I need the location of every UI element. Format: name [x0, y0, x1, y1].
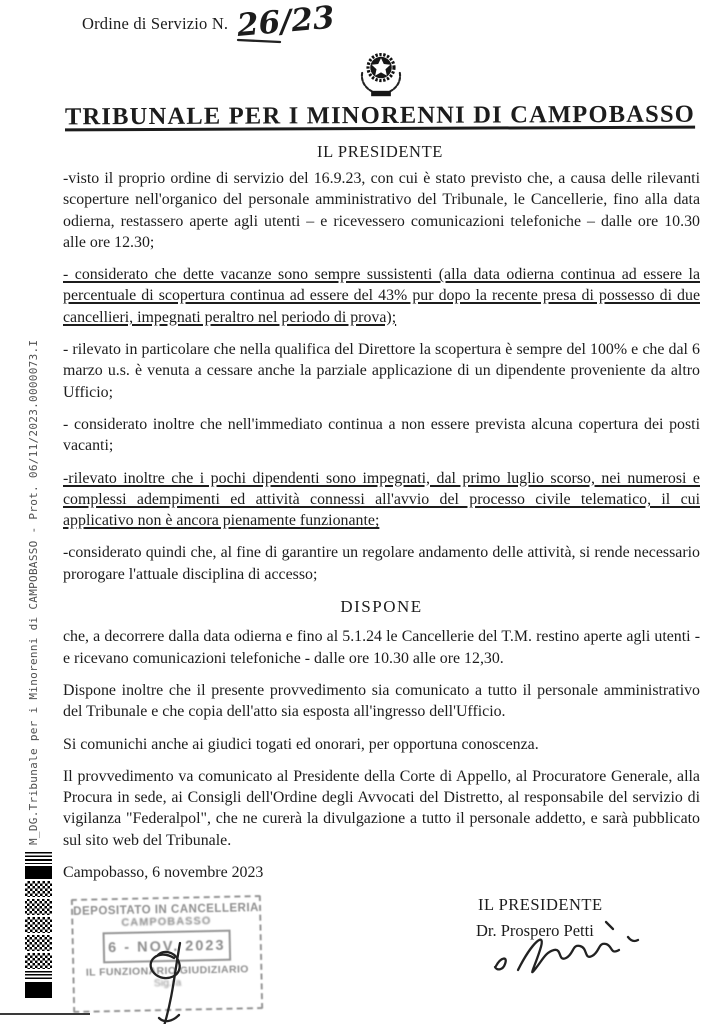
barcode-data-block — [25, 935, 52, 951]
handwritten-signature — [488, 912, 653, 982]
2d-barcode-icon — [25, 852, 52, 998]
dispone-heading: DISPONE — [340, 597, 423, 617]
provision-paragraph: Si comunichi anche ai giudici togati ed onorari, per opportuna conoscenza. — [63, 735, 539, 753]
place-and-date: Campobasso, 6 novembre 2023 — [63, 864, 264, 882]
subtitle-il-presidente: IL PRESIDENTE — [317, 142, 443, 161]
barcode-data-block — [25, 917, 52, 933]
protocol-vertical-text: M_DG.Tribunale per i Minorenni di CAMPOBASSO - Prot. 06/11/2023.0000073.I — [27, 339, 40, 845]
stamp-date-box: 6 - NOV. 2023 — [103, 930, 232, 964]
barcode-solid-bar — [25, 866, 52, 879]
recital-paragraph: -considerato quindi che, al fine di garantire un regolare andamento delle attività, si rende necessario prorogare l'attuale disciplina di accesso; — [63, 544, 700, 583]
order-of-service-label: Ordine di Servizio N. — [82, 14, 229, 33]
handwritten-initials-signature — [132, 938, 206, 1024]
provision-paragraph: Il provvedimento va comunicato al Presidente della Corte di Appello, al Procuratore Generale, alla Procura in sede, ai Consigli dell'Ordine degli Avvocati del Distretto, al responsabile del servizio di vigilanza "Federalpol", che ne curerà la divulgazione a tutto il personale addetto, e sarà pubblicato sul sito web del Tribunale. — [63, 767, 700, 849]
signature-role-label: IL PRESIDENTE — [478, 895, 603, 914]
recital-paragraph: - considerato inoltre che nell'immediato continua a non essere prevista alcuna copertura dei posti vacanti; — [63, 415, 700, 455]
bottom-left-rule — [0, 1013, 90, 1015]
barcode-data-block — [25, 953, 52, 969]
page-title: TRIBUNALE PER I MINORENNI DI CAMPOBASSO — [64, 100, 696, 131]
provision-paragraph: che, a decorrere dalla data odierna e fino al 5.1.24 le Cancellerie del T.M. restino aperte agli utenti - e ricevano comunicazioni telefoniche - dalle ore 10.30 alle ore 12,30. — [63, 628, 700, 667]
recital-paragraph: -visto il proprio ordine di servizio del 16.9.23, con cui è stato previsto che, a causa delle rilevanti scoperture nell'organico del personale amministrativo del Tribunale, le Cancellerie, fino alla data odierna, restassero aperte agli utenti – e ricevessero comunicazioni telefoniche – dalle ore 10.30 alle ore 12.30; — [63, 170, 700, 251]
barcode-data-block — [25, 881, 52, 897]
recital-paragraph-underlined: - considerato che dette vacanze sono sempre sussistenti (alla data odierna continua ad essere la percentuale di scopertura continua ad essere del 43% pur dopo la recente presa di possesso di due cancellieri, impegnati peraltro nel periodo di prova); — [63, 266, 700, 326]
signatory-name: Dr. Prospero Petti — [476, 921, 594, 940]
stamp-line-1: DEPOSITATO IN CANCELLERIA — [73, 902, 260, 918]
handwritten-order-number-text: 26/23 — [235, 0, 336, 44]
barcode-solid-bar-bottom — [25, 982, 52, 998]
stamp-line-2: CAMPOBASSO — [121, 915, 212, 929]
stamp-officer-name: Sig.ra — [153, 976, 182, 990]
italian-republic-emblem-icon — [354, 46, 408, 98]
document-body — [63, 168, 700, 894]
recital-paragraph: - rilevato in particolare che nella qualifica del Direttore la scopertura è sempre del 100% e che dal 6 marzo u.s. è venuta a cessare anche la parziale applicazione di un dipendente proveniente da altro Ufficio; — [63, 341, 700, 401]
barcode-stripes-top — [25, 852, 52, 864]
handwritten-order-number — [234, 0, 344, 52]
barcode-stripes-bottom — [25, 971, 52, 980]
recital-paragraph-underlined: -rilevato inoltre che i pochi dipendenti sono impegnati, dal primo luglio scorso, nei numerosi e complessi adempimenti ed attività connessi all'avvio del processo civile telematico, il cui applicativo non è ancora pienamente funzionante; — [63, 469, 700, 530]
provision-paragraph: Dispone inoltre che il presente provvedimento sia comunicato a tutto il personale amministrativo del Tribunale e che copia dell'atto sia esposta all'ingresso dell'Ufficio. — [63, 681, 700, 721]
barcode-data-block — [25, 899, 52, 915]
stamp-line-3: IL FUNZIONARIO GIUDIZIARIO — [85, 963, 249, 979]
